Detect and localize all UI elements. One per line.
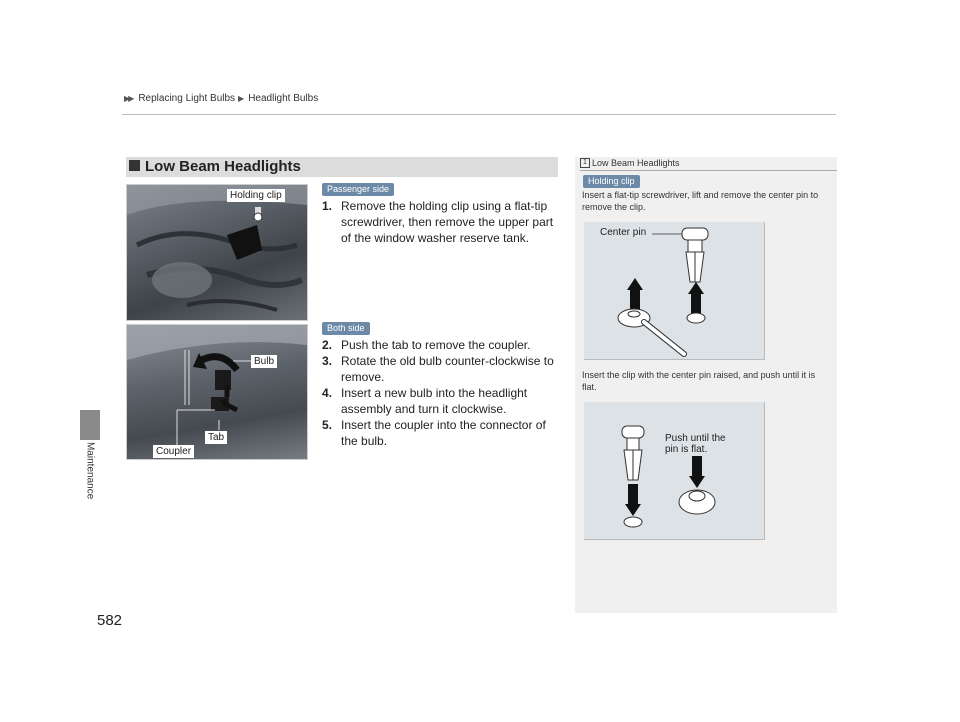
chapter-tab-label: Maintenance [84, 442, 96, 500]
step-5 [322, 417, 557, 449]
push-until-flat-callout [665, 433, 726, 455]
holding-clip-instruction: Insert a flat-tip screwdriver, lift and remove the center pin to remove the clip. [582, 190, 819, 212]
reference-marker-icon: 1 [580, 158, 590, 168]
section-bullet-icon [129, 160, 140, 171]
step-number: 2. [322, 338, 333, 352]
breadcrumb-item-replacing-light-bulbs[interactable]: Replacing Light Bulbs [138, 93, 236, 104]
sidebar-reference-header [580, 158, 680, 168]
coupler-callout: Coupler [153, 445, 194, 458]
passenger-side-tag: Passenger side [322, 183, 394, 196]
sidebar-reference-title[interactable]: Low Beam Headlights [592, 158, 680, 168]
step-number: 1. [322, 199, 333, 213]
holding-clip-tag: Holding clip [583, 175, 640, 188]
center-pin-callout: Center pin [600, 227, 647, 238]
section-title: Low Beam Headlights [145, 158, 301, 175]
header-divider [122, 114, 836, 115]
passenger-side-steps [322, 198, 557, 246]
step-text: Insert a new bulb into the headlight assembly and turn it clockwise. [341, 386, 528, 416]
push-until-flat-line2: pin is flat. [665, 444, 708, 455]
sidebar-divider [580, 170, 837, 171]
breadcrumb-arrow-icon: ▶ [238, 94, 243, 103]
push-until-flat-line1: Push until the [665, 433, 726, 444]
clip-removal-illustration [584, 222, 764, 359]
step-1 [322, 198, 557, 246]
both-side-steps [322, 337, 557, 449]
clip-insertion-diagram [584, 402, 765, 540]
breadcrumb [124, 93, 318, 104]
step-number: 5. [322, 418, 333, 432]
chapter-tab-marker [80, 410, 100, 440]
step-text: Rotate the old bulb counter-clockwise to remove. [341, 354, 554, 384]
page-number: 582 [97, 612, 123, 629]
breadcrumb-item-headlight-bulbs[interactable]: Headlight Bulbs [248, 93, 319, 104]
step-number: 4. [322, 386, 333, 400]
breadcrumb-arrow-icon: ▶▶ [124, 94, 133, 103]
engine-bay-photo-holding-clip [126, 184, 308, 321]
step-text: Remove the holding clip using a flat-tip screwdriver, then remove the upper part of the window washer reserve tank. [341, 199, 554, 245]
bulb-callout: Bulb [251, 355, 277, 368]
center-pin-removal-diagram [584, 222, 765, 360]
tab-callout: Tab [205, 431, 227, 444]
step-text: Push the tab to remove the coupler. [341, 338, 531, 352]
section-header [126, 157, 558, 177]
step-number: 3. [322, 354, 333, 368]
engine-bay-illustration [127, 185, 307, 320]
step-text: Insert the coupler into the connector of the bulb. [341, 418, 546, 448]
step-2 [322, 337, 557, 353]
clip-insertion-instruction: Insert the clip with the center pin raised, and push until it is flat. [582, 370, 816, 392]
headlight-photo-bulb-coupler [126, 324, 308, 460]
both-side-tag: Both side [322, 322, 370, 335]
step-3 [322, 353, 557, 385]
clip-insertion-illustration [584, 402, 764, 539]
step-4 [322, 385, 557, 417]
holding-clip-callout: Holding clip [227, 189, 285, 202]
